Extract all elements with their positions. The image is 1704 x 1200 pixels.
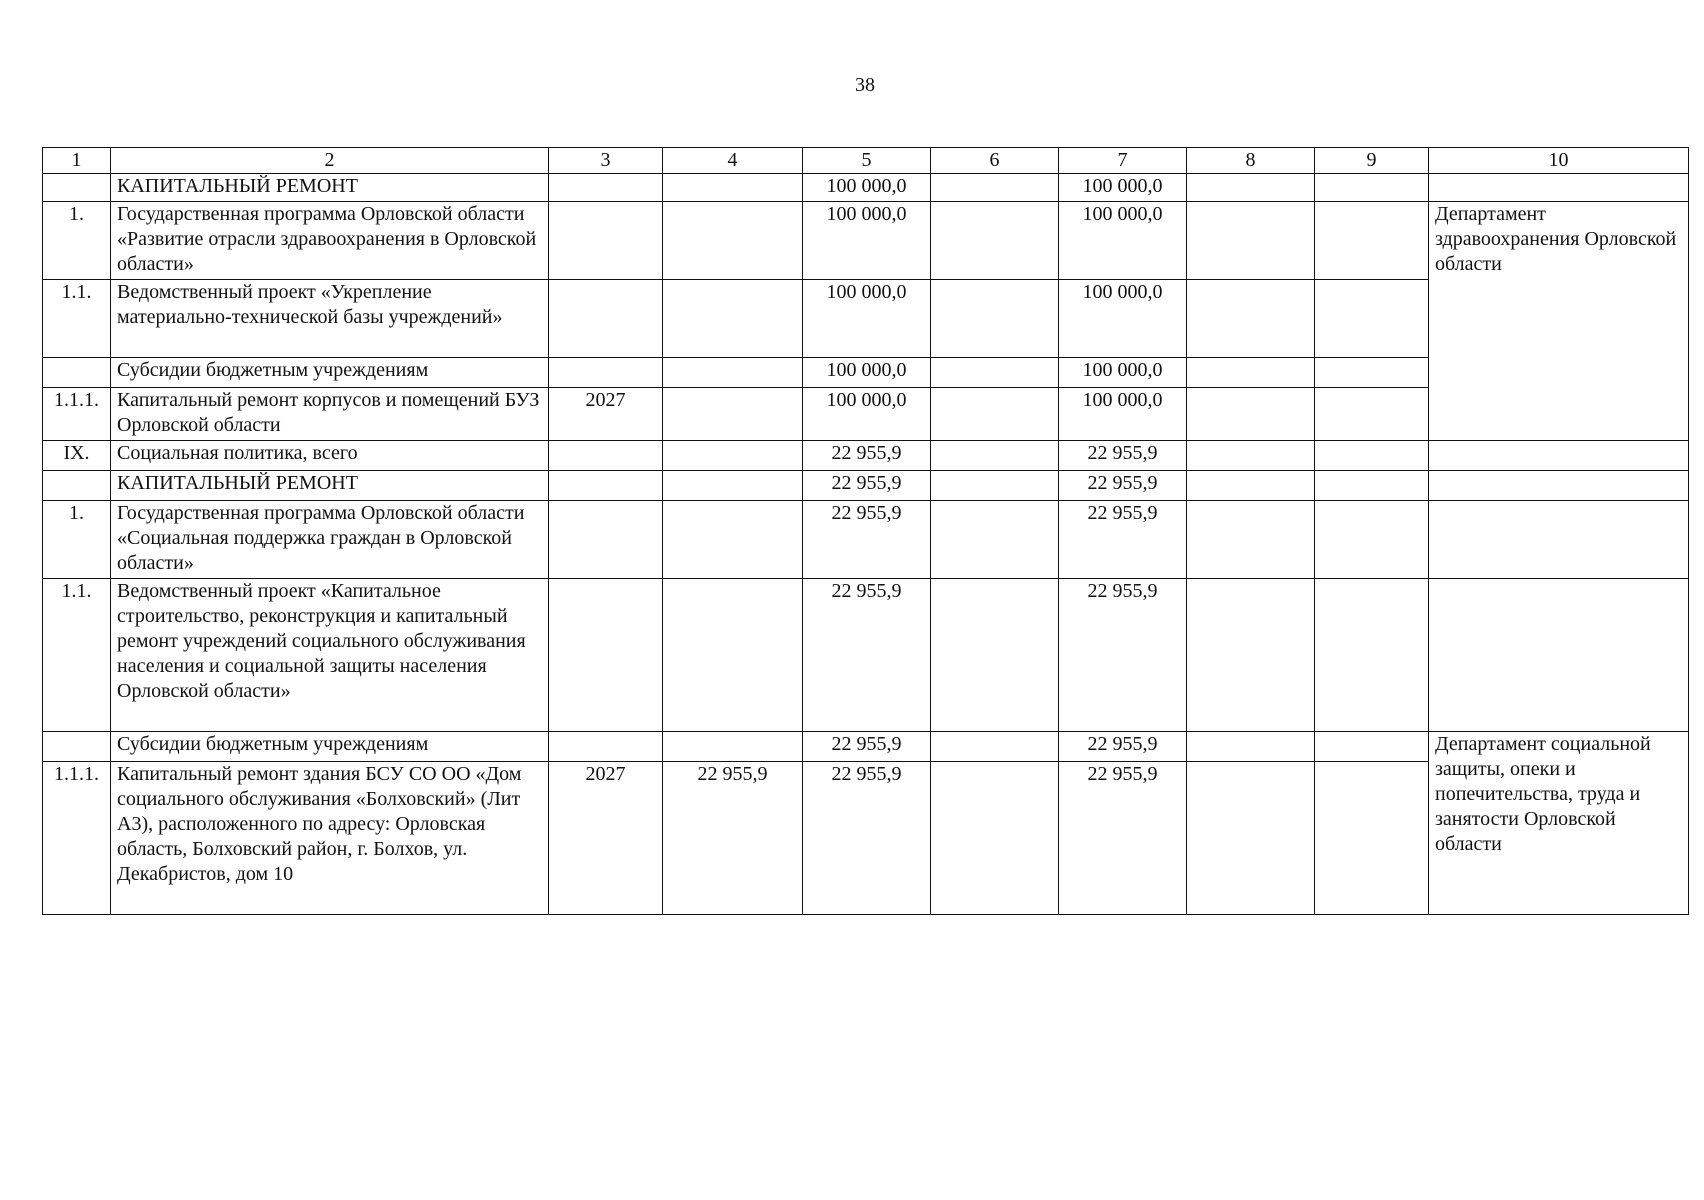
cell-col8 [1187, 202, 1315, 280]
cell-col5: 100 000,0 [803, 388, 931, 441]
cell-col3: 2027 [549, 762, 663, 915]
cell-col8 [1187, 358, 1315, 388]
cell-col3 [549, 280, 663, 358]
row-number: IX. [43, 441, 111, 471]
row-number: 1. [43, 501, 111, 579]
cell-col3 [549, 579, 663, 732]
cell-col9 [1315, 732, 1429, 762]
cell-col5: 22 955,9 [803, 732, 931, 762]
cell-col4 [663, 579, 803, 732]
cell-col4: 22 955,9 [663, 762, 803, 915]
cell-col5: 100 000,0 [803, 358, 931, 388]
column-header: 7 [1059, 148, 1187, 174]
cell-col3: 2027 [549, 388, 663, 441]
cell-col7: 100 000,0 [1059, 358, 1187, 388]
cell-col9 [1315, 579, 1429, 732]
cell-col3 [549, 202, 663, 280]
row-title: КАПИТАЛЬНЫЙ РЕМОНТ [111, 174, 549, 202]
row-title: Государственная программа Орловской области «Социальная поддержка граждан в Орловской области» [111, 501, 549, 579]
cell-col4 [663, 471, 803, 501]
row-number: 1. [43, 202, 111, 280]
cell-col8 [1187, 579, 1315, 732]
row-title: КАПИТАЛЬНЫЙ РЕМОНТ [111, 471, 549, 501]
column-header: 4 [663, 148, 803, 174]
row-number: 1.1. [43, 579, 111, 732]
row-title: Субсидии бюджетным учреждениям [111, 358, 549, 388]
cell-col4 [663, 202, 803, 280]
cell-col3 [549, 174, 663, 202]
cell-col7: 22 955,9 [1059, 471, 1187, 501]
budget-table [42, 147, 1689, 915]
row-number [43, 174, 111, 202]
column-header: 3 [549, 148, 663, 174]
cell-col8 [1187, 441, 1315, 471]
cell-col4 [663, 388, 803, 441]
cell-col3 [549, 732, 663, 762]
cell-col4 [663, 441, 803, 471]
table-row [43, 579, 1689, 732]
cell-col7: 22 955,9 [1059, 762, 1187, 915]
cell-col8 [1187, 732, 1315, 762]
row-title: Капитальный ремонт здания БСУ СО ОО «Дом социального обслуживания «Болховский» (Лит А3), расположенного по адресу: Орловская область, Болховский район, г. Болхов, ул. Декабристов, дом 10 [111, 762, 549, 915]
row-number [43, 732, 111, 762]
cell-col9 [1315, 471, 1429, 501]
cell-col10 [1429, 501, 1689, 579]
cell-col6 [931, 579, 1059, 732]
cell-col3 [549, 471, 663, 501]
cell-col6 [931, 174, 1059, 202]
cell-col10 [1429, 471, 1689, 501]
cell-col6 [931, 280, 1059, 358]
page-number: 38 [855, 74, 875, 96]
cell-col5: 100 000,0 [803, 280, 931, 358]
row-title: Государственная программа Орловской области «Развитие отрасли здравоохранения в Орловской области» [111, 202, 549, 280]
row-number [43, 358, 111, 388]
table-row [43, 174, 1689, 202]
column-header: 10 [1429, 148, 1689, 174]
column-number-row [43, 148, 1689, 174]
row-number: 1.1. [43, 280, 111, 358]
row-title: Ведомственный проект «Укрепление материально-технической базы учреждений» [111, 280, 549, 358]
cell-col4 [663, 358, 803, 388]
cell-col8 [1187, 501, 1315, 579]
table-row [43, 471, 1689, 501]
cell-col7: 22 955,9 [1059, 579, 1187, 732]
cell-col6 [931, 388, 1059, 441]
row-number [43, 471, 111, 501]
row-number: 1.1.1. [43, 388, 111, 441]
cell-col8 [1187, 762, 1315, 915]
row-title: Капитальный ремонт корпусов и помещений БУЗ Орловской области [111, 388, 549, 441]
cell-col7: 100 000,0 [1059, 202, 1187, 280]
column-header: 8 [1187, 148, 1315, 174]
cell-col4 [663, 174, 803, 202]
table-row [43, 732, 1689, 762]
cell-col7: 22 955,9 [1059, 501, 1187, 579]
column-header: 2 [111, 148, 549, 174]
cell-col5: 100 000,0 [803, 202, 931, 280]
table-row [43, 202, 1689, 280]
cell-col8 [1187, 388, 1315, 441]
cell-col4 [663, 501, 803, 579]
column-header: 1 [43, 148, 111, 174]
cell-col4 [663, 280, 803, 358]
cell-col5: 100 000,0 [803, 174, 931, 202]
row-title: Ведомственный проект «Капитальное строительство, реконструкция и капитальный ремонт учреждений социального обслуживания населения и социальной защиты населения Орловской области» [111, 579, 549, 732]
cell-col5: 22 955,9 [803, 762, 931, 915]
cell-col10 [1429, 441, 1689, 471]
cell-col9 [1315, 358, 1429, 388]
column-header: 6 [931, 148, 1059, 174]
cell-col7: 100 000,0 [1059, 280, 1187, 358]
table-row [43, 501, 1689, 579]
cell-col5: 22 955,9 [803, 579, 931, 732]
cell-col3 [549, 441, 663, 471]
cell-col10 [1429, 174, 1689, 202]
cell-col9 [1315, 202, 1429, 280]
responsible-department: Департамент социальной защиты, опеки и попечительства, труда и занятости Орловской области [1429, 732, 1689, 915]
cell-col8 [1187, 280, 1315, 358]
cell-col5: 22 955,9 [803, 471, 931, 501]
cell-col7: 22 955,9 [1059, 441, 1187, 471]
cell-col8 [1187, 174, 1315, 202]
column-header: 5 [803, 148, 931, 174]
cell-col9 [1315, 388, 1429, 441]
cell-col3 [549, 358, 663, 388]
cell-col7: 100 000,0 [1059, 388, 1187, 441]
cell-col10 [1429, 579, 1689, 732]
cell-col9 [1315, 280, 1429, 358]
column-header: 9 [1315, 148, 1429, 174]
cell-col9 [1315, 762, 1429, 915]
cell-col9 [1315, 441, 1429, 471]
cell-col6 [931, 358, 1059, 388]
cell-col7: 22 955,9 [1059, 732, 1187, 762]
cell-col6 [931, 762, 1059, 915]
cell-col6 [931, 441, 1059, 471]
cell-col5: 22 955,9 [803, 501, 931, 579]
cell-col5: 22 955,9 [803, 441, 931, 471]
row-title: Субсидии бюджетным учреждениям [111, 732, 549, 762]
cell-col3 [549, 501, 663, 579]
cell-col9 [1315, 501, 1429, 579]
cell-col6 [931, 471, 1059, 501]
row-number: 1.1.1. [43, 762, 111, 915]
cell-col6 [931, 501, 1059, 579]
cell-col6 [931, 732, 1059, 762]
row-title: Социальная политика, всего [111, 441, 549, 471]
cell-col4 [663, 732, 803, 762]
cell-col8 [1187, 471, 1315, 501]
cell-col7: 100 000,0 [1059, 174, 1187, 202]
cell-col9 [1315, 174, 1429, 202]
responsible-department: Департамент здравоохранения Орловской области [1429, 202, 1689, 441]
cell-col6 [931, 202, 1059, 280]
table-row [43, 441, 1689, 471]
